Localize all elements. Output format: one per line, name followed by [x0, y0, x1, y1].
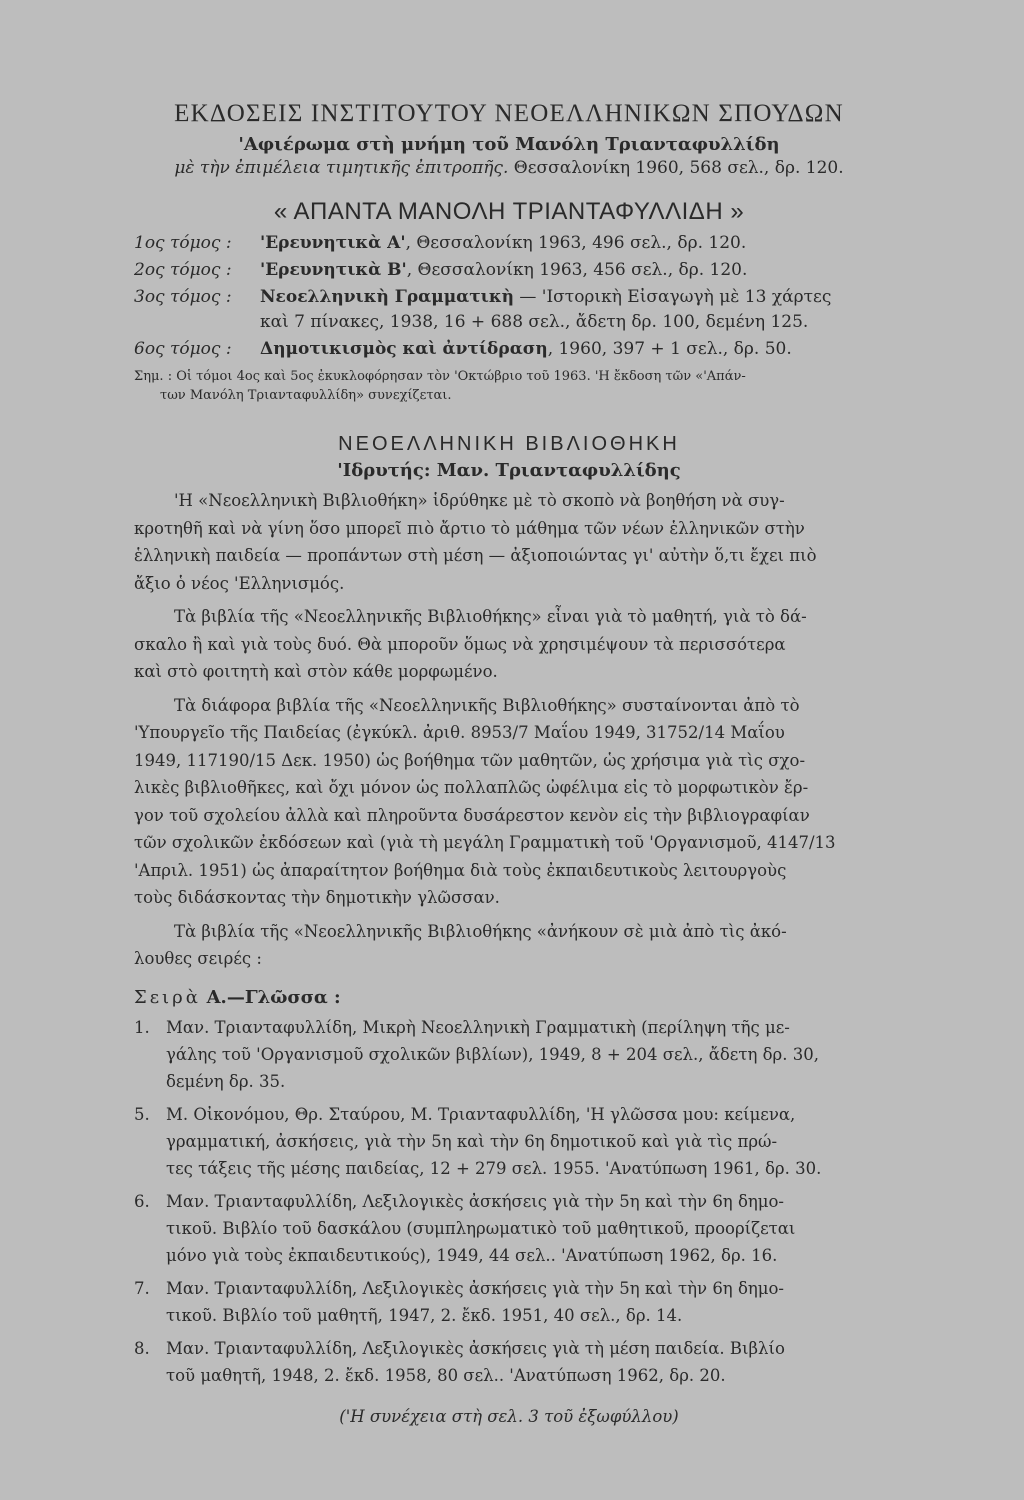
volume-title: Δημοτικισμὸς καὶ ἀντίδραση	[260, 339, 548, 359]
text-line: τικοῦ. Βιβλίο τοῦ δασκάλου (συμπληρωματικὸ τοῦ μαθητικοῦ, προορίζεται	[166, 1218, 796, 1238]
volume-entry	[134, 339, 884, 359]
text-line: Μαν. Τριανταφυλλίδη, Λεξιλογικὲς ἀσκήσεις γιὰ τὴν 5η καὶ τὴν 6η δημο-	[166, 1191, 784, 1211]
paragraph-audience	[134, 603, 884, 686]
paragraph-series	[134, 918, 884, 973]
book-list	[134, 1014, 884, 1389]
note-line: των Μανόλη Τριανταφυλλίδη» συνεχίζεται.	[160, 388, 452, 403]
note-line: Σημ. : Οἱ τόμοι 4ος καὶ 5ος ἐκυκλοφόρησαν τὸν 'Οκτώβριο τοῦ 1963. 'Η ἔκδοση τῶν «'Απάν-	[134, 369, 746, 384]
volume-label: 2ος τόμος :	[134, 260, 232, 280]
library-title: ΝΕΟΕΛΛΗΝΙΚΗ ΒΙΒΛΙΟΘΗΚΗ	[338, 433, 680, 455]
volumes-note	[134, 367, 884, 405]
text-line: μόνο γιὰ τοὺς ἐκπαιδευτικούς), 1949, 44 σελ.. 'Ανατύπωση 1962, δρ. 16.	[166, 1245, 778, 1265]
text-line: Τὰ βιβλία τῆς «Νεοελληνικῆς Βιβλιοθήκης «ἀνήκουν σὲ μιὰ ἀπὸ τὶς ἀκό-	[174, 921, 787, 941]
text-line: γάλης τοῦ 'Οργανισμοῦ σχολικῶν βιβλίων), 1949, 8 + 204 σελ., ἄδετη δρ. 30,	[166, 1044, 819, 1064]
list-item	[134, 1014, 884, 1095]
list-item	[134, 1335, 884, 1389]
text-line: 1949, 117190/15 Δεκ. 1950) ὡς βοήθημα τῶν μαθητῶν, ὡς χρήσιμα γιὰ τὶς σχο-	[134, 750, 806, 770]
volume-label: 1ος τόμος :	[134, 233, 232, 253]
text-line: γραμματική, ἀσκήσεις, γιὰ τὴν 5η καὶ τὴν 6η δημοτικοῦ καὶ γιὰ τὶς πρώ-	[166, 1131, 778, 1151]
item-number: 1.	[134, 1017, 150, 1037]
text-line: ἄξιο ὁ νέος 'Ελληνισμός.	[134, 573, 345, 593]
text-line: τῶν σχολικῶν ἐκδόσεων καὶ (γιὰ τὴ μεγάλη Γραμματικὴ τοῦ 'Οργανισμοῦ, 4147/13	[134, 833, 836, 852]
text-line: δεμένη δρ. 35.	[166, 1071, 286, 1091]
text-line: λουθες σειρές :	[134, 949, 262, 968]
text-line: Τὰ διάφορα βιβλία τῆς «Νεοελληνικῆς Βιβλιοθήκης» συσταίνονται ἀπὸ τὸ	[174, 695, 800, 715]
text-line: 'Απριλ. 1951) ὡς ἀπαραίτητον βοήθημα διὰ τοὺς ἐκπαιδευτικοὺς λειτουργοὺς	[134, 860, 787, 880]
item-number: 5.	[134, 1104, 150, 1124]
volume-label: 3ος τόμος :	[134, 287, 232, 307]
volume-title: 'Ερευνητικὰ Α'	[260, 233, 406, 253]
editors-rest: Θεσσαλονίκη 1960, 568 σελ., δρ. 120.	[513, 158, 844, 178]
text-line: 'Υπουργεῖο τῆς Παιδείας (ἐγκύκλ. ἀριθ. 8953/7 Μαΐου 1949, 31752/14 Μαΐου	[134, 723, 785, 742]
item-number: 6.	[134, 1191, 150, 1211]
series-heading	[134, 987, 884, 1008]
masthead: ΕΚΔΟΣΕΙΣ ΙΝΣΤΙΤΟΥΤΟΥ ΝΕΟΕΛΛΗΝΙΚΩΝ ΣΠΟΥΔΩΝ	[174, 100, 844, 127]
list-item	[134, 1101, 884, 1182]
paragraph-purpose	[134, 487, 884, 597]
editors-line	[134, 158, 884, 178]
item-number: 7.	[134, 1278, 150, 1298]
text-line: Μαν. Τριανταφυλλίδη, Λεξιλογικὲς ἀσκήσεις γιὰ τὴν 5η καὶ τὴν 6η δημο-	[166, 1278, 784, 1298]
text-line: τοὺς διδάσκοντας τὴν δημοτικὴν γλῶσσαν.	[134, 888, 500, 907]
text-line: Μ. Οἰκονόμου, Θρ. Σταύρου, Μ. Τριανταφυλλίδη, 'Η γλῶσσα μου: κείμενα,	[166, 1104, 796, 1124]
volume-details-cont: καὶ 7 πίνακες, 1938, 16 + 688 σελ., ἄδετη δρ. 100, δεμένη 125.	[260, 312, 809, 332]
volume-title: 'Ερευνητικὰ Β'	[260, 260, 407, 280]
list-item	[134, 1188, 884, 1269]
text-line: Μαν. Τριανταφυλλίδη, Μικρὴ Νεοελληνικὴ Γραμματικὴ (περίληψη τῆς με-	[166, 1017, 790, 1037]
text-line: Μαν. Τριανταφυλλίδη, Λεξιλογικὲς ἀσκήσεις γιὰ τὴ μέση παιδεία. Βιβλίο	[166, 1338, 785, 1358]
text-line: γον τοῦ σχολείου ἀλλὰ καὶ πληροῦντα δυσάρεστον κενὸν εἰς τὴν βιβλιογραφίαν	[134, 805, 810, 825]
text-line: τικοῦ. Βιβλίο τοῦ μαθητῆ, 1947, 2. ἔκδ. 1951, 40 σελ., δρ. 14.	[166, 1305, 683, 1325]
volume-details: — 'Ιστορικὴ Εἰσαγωγὴ μὲ 13 χάρτες	[513, 287, 832, 307]
text-line: τοῦ μαθητῆ, 1948, 2. ἔκδ. 1958, 80 σελ.. 'Ανατύπωση 1962, δρ. 20.	[166, 1365, 726, 1385]
series-name: Α.—Γλῶσσα :	[206, 986, 341, 1008]
text-line: τες τάξεις τῆς μέσης παιδείας, 12 + 279 σελ. 1955. 'Ανατύπωση 1961, δρ. 30.	[166, 1158, 822, 1178]
volume-entry	[134, 233, 884, 253]
text-line: 'Η «Νεοελληνικὴ Βιβλιοθήκη» ἱδρύθηκε μὲ τὸ σκοπὸ νὰ βοηθήση νὰ συγ-	[174, 491, 785, 510]
text-line: λικὲς βιβλιοθῆκες, καὶ ὄχι μόνον ὡς πολλαπλῶς ὠφέλιμα εἰς τὸ μορφωτικὸν ἔρ-	[134, 778, 809, 797]
volume-entry	[134, 260, 884, 280]
item-number: 8.	[134, 1338, 150, 1358]
text-line: Τὰ βιβλία τῆς «Νεοελληνικῆς Βιβλιοθήκης» εἶναι γιὰ τὸ μαθητή, γιὰ τὸ δά-	[174, 607, 807, 626]
volume-list	[134, 233, 884, 359]
volume-details: , Θεσσαλονίκη 1963, 456 σελ., δρ. 120.	[406, 260, 748, 280]
continuation-note: ('Η συνέχεια στὴ σελ. 3 τοῦ ἐξωφύλλου)	[339, 1406, 679, 1426]
dedication: 'Αφιέρωμα στὴ μνήμη τοῦ Μανόλη Τριανταφυλλίδη	[238, 134, 780, 155]
collected-works-title: « ΑΠΑΝΤΑ ΜΑΝΟΛΗ ΤΡΙΑΝΤΑΦΥΛΛΙΔΗ »	[273, 198, 745, 225]
volume-details: , 1960, 397 + 1 σελ., δρ. 50.	[547, 339, 792, 359]
paragraph-ministry	[134, 692, 884, 912]
volume-label: 6ος τόμος :	[134, 339, 232, 359]
text-line: ἑλληνικὴ παιδεία — προπάντων στὴ μέση — ἀξιοποιώντας γι' αὐτὴν ὅ,τι ἔχει πιὸ	[134, 546, 817, 565]
text-line: σκαλο ἢ καὶ γιὰ τοὺς δυό. Θὰ μποροῦν ὅμως νὰ χρησιμέψουν τὰ περισσότερα	[134, 634, 786, 654]
volume-details: , Θεσσαλονίκη 1963, 496 σελ., δρ. 120.	[405, 233, 747, 253]
series-prefix: Σειρὰ	[134, 986, 201, 1008]
library-founder: 'Ιδρυτής: Μαν. Τριανταφυλλίδης	[337, 460, 681, 481]
volume-entry	[134, 287, 884, 332]
text-line: καὶ στὸ φοιτητὴ καὶ στὸν κάθε μορφωμένο.	[134, 662, 498, 681]
list-item	[134, 1275, 884, 1329]
volume-title: Νεοελληνικὴ Γραμματικὴ	[260, 287, 514, 307]
editors-italic: μὲ τὴν ἐπιμέλεια τιμητικῆς ἐπιτροπῆς.	[174, 158, 509, 178]
text-line: κροτηθῆ καὶ νὰ γίνη ὅσο μπορεῖ πιὸ ἄρτιο τὸ μάθημα τῶν νέων ἑλληνικῶν στὴν	[134, 518, 805, 538]
